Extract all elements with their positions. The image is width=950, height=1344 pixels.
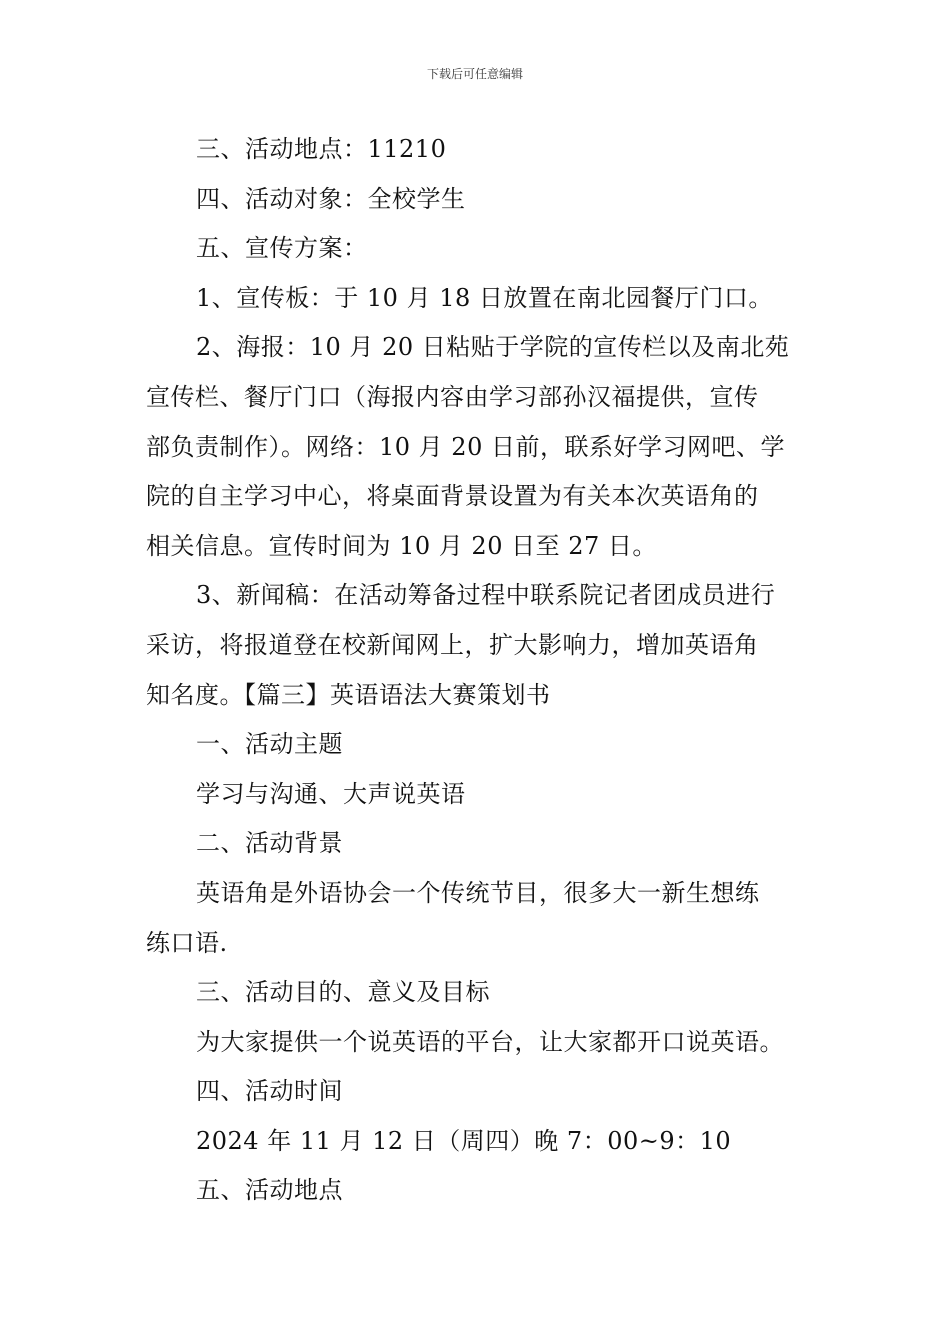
section-heading: 二、活动背景 [196, 829, 343, 858]
paragraph-line: 院的自主学习中心，将桌面背景设置为有关本次英语角的 [146, 482, 759, 511]
paragraph-line: 三、活动地点：11210 [196, 135, 447, 163]
paragraph-line: 英语角是外语协会一个传统节目，很多大一新生想练 [196, 878, 760, 907]
paragraph-line: 宣传栏、餐厅门口（海报内容由学习部孙汉福提供，宣传 [146, 382, 759, 411]
paragraph-line: 1、宣传板：于 10 月 18 日放置在南北园餐厅门口。 [196, 283, 773, 312]
document-body [146, 125, 808, 1216]
paragraph-line: 练口语. [146, 928, 228, 957]
section-heading: 四、活动时间 [196, 1077, 343, 1106]
paragraph-line: 部负责制作）。网络：10 月 20 日前，联系好学习网吧、学 [146, 432, 785, 461]
section-heading: 三、活动目的、意义及目标 [196, 978, 490, 1007]
paragraph-line: 为大家提供一个说英语的平台，让大家都开口说英语。 [196, 1027, 784, 1056]
paragraph-line: 采访，将报道登在校新闻网上，扩大影响力，增加英语角 [146, 630, 759, 659]
paragraph-line: 3、新闻稿：在活动筹备过程中联系院记者团成员进行 [196, 581, 776, 610]
paragraph-line: 2024 年 11 月 12 日（周四）晚 7：00~9：10 [196, 1126, 732, 1155]
paragraph-line: 2、海报：10 月 20 日粘贴于学院的宣传栏以及南北苑 [196, 333, 790, 362]
paragraph-line: 学习与沟通、大声说英语 [196, 779, 466, 808]
section-heading: 五、活动地点 [196, 1176, 343, 1205]
paragraph-line: 四、活动对象：全校学生 [196, 184, 466, 213]
paragraph-line: 五、宣传方案： [196, 234, 368, 263]
page-header: 下载后可任意编辑 [426, 67, 523, 81]
section-heading: 一、活动主题 [196, 730, 343, 759]
paragraph-line: 相关信息。宣传时间为 10 月 20 日至 27 日。 [146, 531, 657, 560]
paragraph-line: 知名度。【篇三】英语语法大赛策划书 [146, 680, 551, 709]
